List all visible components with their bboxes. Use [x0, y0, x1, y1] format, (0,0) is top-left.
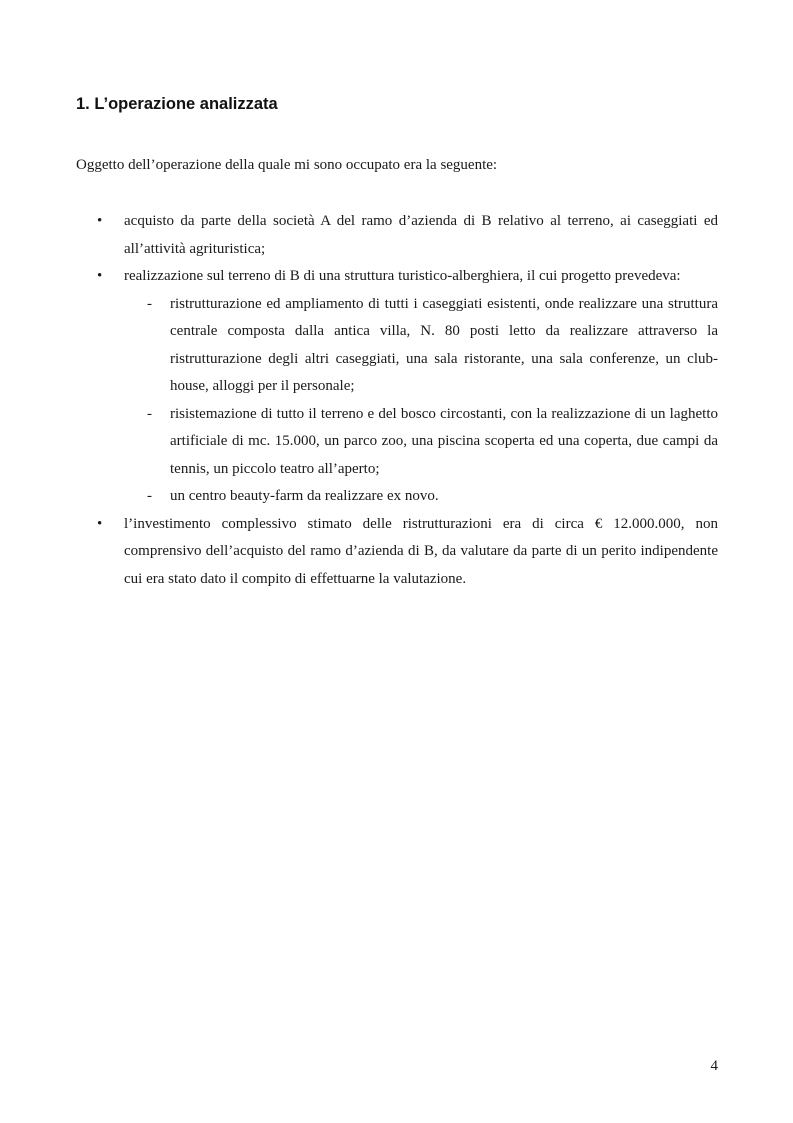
- section-heading: 1. L’operazione analizzata: [76, 95, 278, 113]
- bullet-list: [76, 208, 718, 593]
- bullet-text: acquisto da parte della società A del ramo d’azienda di B relativo al terreno, ai caseggiati ed all’attività agrituristica;: [124, 213, 718, 257]
- sub-item-text: risistemazione di tutto il terreno e del bosco circostanti, con la realizzazione di un laghetto artificiale di mc. 15.000, un parco zoo, una piscina scoperta ed una coperta, due campi da tennis, un piccolo teatro all’aperto;: [170, 405, 718, 477]
- dash-icon: -: [147, 295, 152, 312]
- bullet-icon: •: [97, 213, 103, 229]
- content-body: [76, 208, 718, 593]
- bullet-icon: •: [97, 515, 103, 532]
- bullet-item: [76, 208, 718, 263]
- dash-icon: -: [147, 405, 152, 422]
- sub-item: [124, 291, 718, 401]
- sub-item-text: ristrutturazione ed ampliamento di tutti i caseggiati esistenti, onde realizzare una struttura centrale composta dalla antica villa, N. 80 posti letto da realizzare attraverso la ristrutturazione degli altri caseggiati, una sala ristorante, una sala conferenze, un club-house, alloggi per il personale;: [170, 295, 718, 394]
- sub-item: [124, 483, 718, 511]
- bullet-icon: •: [97, 268, 103, 284]
- bullet-text: realizzazione sul terreno di B di una struttura turistico-alberghiera, il cui progetto prevedeva:: [124, 268, 681, 284]
- bullet-item: [76, 511, 718, 594]
- dash-icon: -: [147, 488, 152, 504]
- sub-item: [124, 401, 718, 484]
- intro-paragraph: Oggetto dell’operazione della quale mi sono occupato era la seguente:: [76, 157, 498, 173]
- sub-list: [124, 291, 718, 511]
- bullet-text: l’investimento complessivo stimato delle ristrutturazioni era di circa € 12.000.000, non comprensivo dell’acquisto del ramo d’azienda di B, da valutare da parte di un perito indipendente cui era stato dato il compito di effettuarne la valutazione.: [124, 515, 718, 587]
- bullet-item: [76, 263, 718, 511]
- page-number: 4: [710, 1058, 718, 1074]
- sub-item-text: un centro beauty-farm da realizzare ex novo.: [170, 488, 439, 504]
